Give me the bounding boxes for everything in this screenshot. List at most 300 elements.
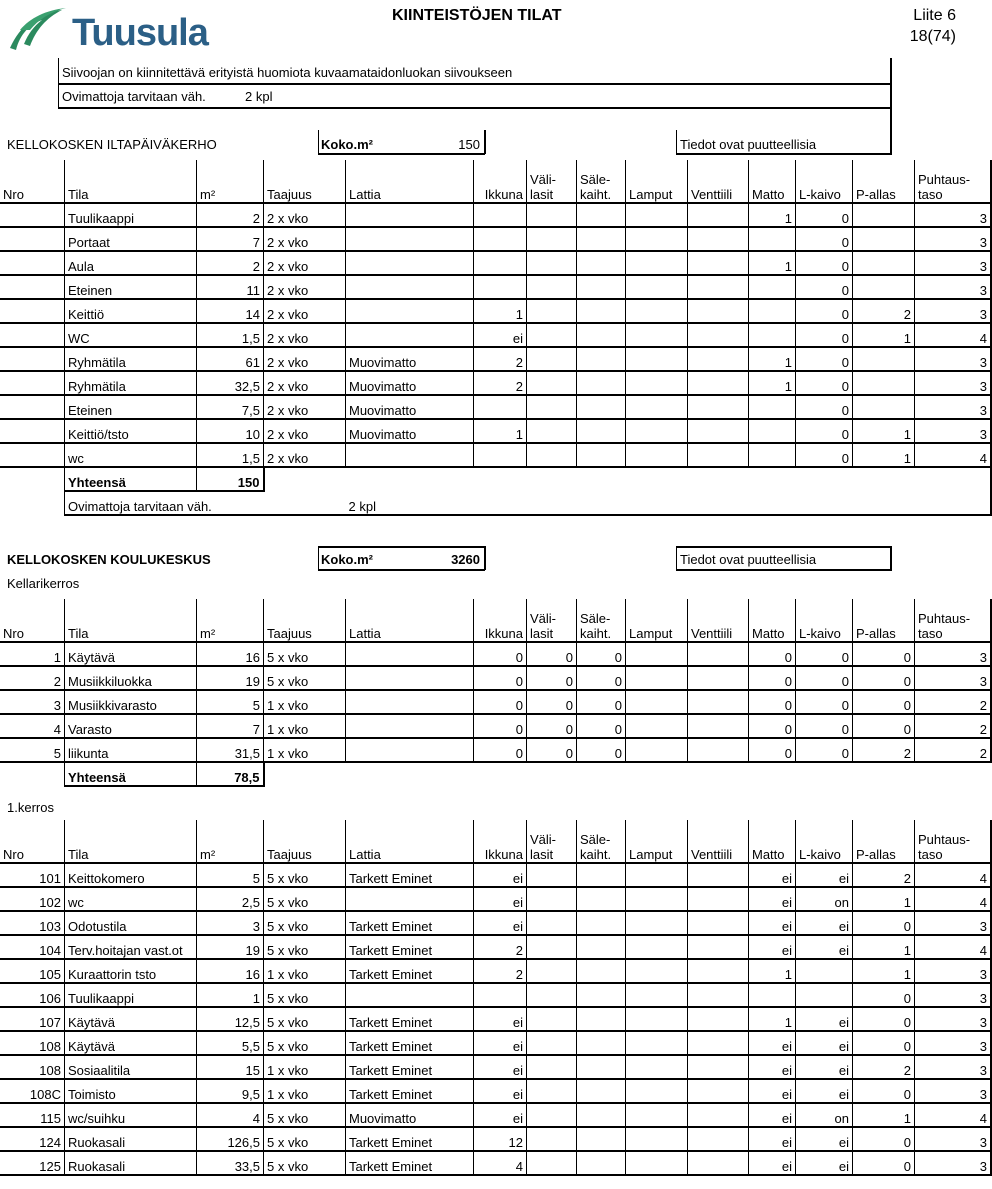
cell-venttiili [688, 863, 749, 887]
cell-puhtaustaso: 3 [915, 983, 992, 1007]
cell-m2: 5,5 [197, 1031, 264, 1055]
cell-valilasit [527, 1055, 577, 1079]
cell-lkaivo: 0 [796, 738, 853, 762]
cell-ikkuna: ei [474, 1079, 527, 1103]
cell-taajuus: 1 x vko [264, 690, 346, 714]
header-valilasit: Väli- lasit [527, 160, 577, 203]
cell-tila: Ryhmätila [65, 371, 197, 395]
cell-salekaiht [577, 863, 626, 887]
cell-lkaivo: 0 [796, 371, 853, 395]
cell-valilasit [527, 1103, 577, 1127]
cell-matto: ei [749, 863, 796, 887]
cell-taajuus: 1 x vko [264, 714, 346, 738]
header-m2: m² [197, 160, 264, 203]
cell-salekaiht [577, 911, 626, 935]
cell-salekaiht [577, 1007, 626, 1031]
cell-ikkuna: 0 [474, 690, 527, 714]
cell-ikkuna: 2 [474, 347, 527, 371]
tuusula-logo [6, 4, 238, 56]
table-row [0, 299, 991, 323]
cell-valilasit [527, 443, 577, 467]
cell-lkaivo: 0 [796, 323, 853, 347]
header-tila: Tila [65, 599, 197, 642]
cell-matto [749, 323, 796, 347]
cell-tila: Aula [65, 251, 197, 275]
header-valilasit: Väli- lasit [527, 820, 577, 863]
mats-row [0, 491, 991, 515]
cell-matto [749, 983, 796, 1007]
cell-lattia: Tarkett Eminet [346, 1055, 474, 1079]
total-label: Yhteensä [65, 467, 197, 491]
cell-salekaiht [577, 1031, 626, 1055]
cell-salekaiht [577, 1079, 626, 1103]
cell-pallas [853, 227, 915, 251]
cleaning-note: Siivoojan on kiinnitettävä erityistä huomiota kuvaamataidonluokan siivoukseen [62, 65, 513, 80]
cell-valilasit [527, 299, 577, 323]
cell-lkaivo: 0 [796, 227, 853, 251]
cell-nro [0, 443, 65, 467]
cell-ikkuna: 2 [474, 935, 527, 959]
cell-venttiili [688, 203, 749, 227]
cell-pallas: 2 [853, 863, 915, 887]
cell-m2: 7,5 [197, 395, 264, 419]
cell-ikkuna: 1 [474, 299, 527, 323]
cell-valilasit [527, 203, 577, 227]
cell-lamput [626, 419, 688, 443]
table-header-row [0, 160, 991, 203]
cell-valilasit [527, 419, 577, 443]
cell-lamput [626, 395, 688, 419]
cell-pallas: 1 [853, 1103, 915, 1127]
cell-valilasit [527, 227, 577, 251]
cell-salekaiht [577, 347, 626, 371]
rooms-table [0, 160, 992, 516]
cell-m2: 1 [197, 983, 264, 1007]
cell-m2: 7 [197, 227, 264, 251]
cell-venttiili [688, 371, 749, 395]
cell-taajuus: 5 x vko [264, 1103, 346, 1127]
table-row [0, 666, 991, 690]
header-matto: Matto [749, 820, 796, 863]
cell-puhtaustaso: 3 [915, 1127, 992, 1151]
cell-pallas: 0 [853, 666, 915, 690]
cell-m2: 61 [197, 347, 264, 371]
cell-venttiili [688, 959, 749, 983]
cell-lamput [626, 714, 688, 738]
cell-lattia [346, 666, 474, 690]
cell-tila: Ruokasali [65, 1127, 197, 1151]
cell-puhtaustaso: 3 [915, 395, 992, 419]
header-lkaivo: L-kaivo [796, 160, 853, 203]
cell-taajuus: 5 x vko [264, 863, 346, 887]
cell-pallas: 2 [853, 299, 915, 323]
cell-lamput [626, 911, 688, 935]
cell-m2: 5 [197, 863, 264, 887]
header-venttiili: Venttiili [688, 160, 749, 203]
cell-lkaivo: 0 [796, 443, 853, 467]
cell-pallas: 1 [853, 323, 915, 347]
section-title: KELLOKOSKEN KOULUKESKUS [7, 552, 211, 567]
cell-lamput [626, 935, 688, 959]
logo-text: Tuusula [72, 12, 208, 54]
cell-tila: Käytävä [65, 1031, 197, 1055]
cell-taajuus: 1 x vko [264, 959, 346, 983]
rooms-table-floor1 [0, 820, 992, 1176]
cell-ikkuna [474, 203, 527, 227]
cell-lattia [346, 690, 474, 714]
cell-tila: Portaat [65, 227, 197, 251]
cell-matto: 1 [749, 203, 796, 227]
table-row [0, 251, 991, 275]
cell-taajuus: 1 x vko [264, 1079, 346, 1103]
table-row [0, 1055, 991, 1079]
cell-venttiili [688, 1007, 749, 1031]
cell-tila: Ruokasali [65, 1151, 197, 1175]
table-header-row [0, 820, 991, 863]
table-row [0, 959, 991, 983]
cell-m2: 16 [197, 959, 264, 983]
cell-pallas [853, 275, 915, 299]
cell-pallas: 1 [853, 935, 915, 959]
cell-pallas: 0 [853, 1007, 915, 1031]
table-row [0, 863, 991, 887]
header-tila: Tila [65, 820, 197, 863]
cell-lamput [626, 227, 688, 251]
cell-puhtaustaso: 3 [915, 251, 992, 275]
cell-pallas: 0 [853, 1127, 915, 1151]
cell-lkaivo [796, 983, 853, 1007]
cell-valilasit [527, 1151, 577, 1175]
cell-puhtaustaso: 3 [915, 959, 992, 983]
cell-lkaivo: 0 [796, 251, 853, 275]
cell-ikkuna: ei [474, 887, 527, 911]
cell-lkaivo: ei [796, 863, 853, 887]
cell-lkaivo: ei [796, 1007, 853, 1031]
cell-tila: Tuulikaappi [65, 203, 197, 227]
cell-matto: 0 [749, 690, 796, 714]
cell-lkaivo: ei [796, 1127, 853, 1151]
cell-matto: 1 [749, 1007, 796, 1031]
cell-salekaiht [577, 323, 626, 347]
cell-venttiili [688, 666, 749, 690]
cell-valilasit [527, 863, 577, 887]
cell-lkaivo: ei [796, 935, 853, 959]
total-label: Yhteensä [65, 762, 197, 786]
table-row [0, 1007, 991, 1031]
cell-venttiili [688, 443, 749, 467]
cell-nro: 125 [0, 1151, 65, 1175]
cell-ikkuna: ei [474, 1055, 527, 1079]
cell-lkaivo: ei [796, 1079, 853, 1103]
header-ikkuna: Ikkuna [474, 599, 527, 642]
cell-nro [0, 347, 65, 371]
cell-m2: 15 [197, 1055, 264, 1079]
cell-tila: WC [65, 323, 197, 347]
cell-taajuus: 2 x vko [264, 443, 346, 467]
cell-nro: 107 [0, 1007, 65, 1031]
swoosh-icon [6, 4, 70, 56]
cell-valilasit [527, 371, 577, 395]
cell-venttiili [688, 251, 749, 275]
cell-m2: 1,5 [197, 443, 264, 467]
cell-venttiili [688, 911, 749, 935]
cell-tila: Keittiö/tsto [65, 419, 197, 443]
cell-pallas: 0 [853, 983, 915, 1007]
cell-lkaivo: 0 [796, 419, 853, 443]
cell-taajuus: 5 x vko [264, 642, 346, 666]
cell-nro [0, 371, 65, 395]
cell-taajuus: 2 x vko [264, 419, 346, 443]
cell-salekaiht [577, 419, 626, 443]
cell-taajuus: 5 x vko [264, 666, 346, 690]
table-row [0, 1079, 991, 1103]
cell-matto: ei [749, 887, 796, 911]
header-nro: Nro [0, 160, 65, 203]
cell-nro: 108 [0, 1055, 65, 1079]
cell-tila: liikunta [65, 738, 197, 762]
cell-puhtaustaso: 3 [915, 642, 992, 666]
cell-matto: ei [749, 911, 796, 935]
cell-lamput [626, 203, 688, 227]
floor-label: 1.kerros [7, 800, 54, 815]
cell-venttiili [688, 1103, 749, 1127]
table-row [0, 1127, 991, 1151]
table-row [0, 371, 991, 395]
cell-puhtaustaso: 3 [915, 1055, 992, 1079]
cell-salekaiht [577, 1055, 626, 1079]
cell-puhtaustaso: 3 [915, 299, 992, 323]
cell-matto: ei [749, 1151, 796, 1175]
header-taajuus: Taajuus [264, 599, 346, 642]
cell-tila: Musiikkiluokka [65, 666, 197, 690]
cell-taajuus: 5 x vko [264, 911, 346, 935]
cell-taajuus: 2 x vko [264, 251, 346, 275]
cell-ikkuna: 0 [474, 738, 527, 762]
cell-taajuus: 2 x vko [264, 323, 346, 347]
cell-tila: Toimisto [65, 1079, 197, 1103]
cell-m2: 10 [197, 419, 264, 443]
cell-nro: 124 [0, 1127, 65, 1151]
cell-lkaivo: 0 [796, 275, 853, 299]
cell-lattia [346, 251, 474, 275]
header-puhtaustaso: Puhtaus- taso [915, 599, 992, 642]
cell-salekaiht [577, 1127, 626, 1151]
cell-m2: 16 [197, 642, 264, 666]
cell-salekaiht [577, 983, 626, 1007]
cell-lattia: Tarkett Eminet [346, 863, 474, 887]
cell-venttiili [688, 1055, 749, 1079]
cell-m2: 19 [197, 935, 264, 959]
section-title: KELLOKOSKEN ILTAPÄIVÄKERHO [7, 137, 217, 152]
table-row [0, 1151, 991, 1175]
cell-ikkuna [474, 251, 527, 275]
cell-venttiili [688, 275, 749, 299]
info-note: Tiedot ovat puutteellisia [680, 137, 817, 152]
cell-valilasit [527, 959, 577, 983]
koko-value: 3260 [451, 552, 480, 567]
cell-puhtaustaso: 2 [915, 738, 992, 762]
cell-ikkuna: ei [474, 911, 527, 935]
cell-nro: 108C [0, 1079, 65, 1103]
cell-m2: 2,5 [197, 887, 264, 911]
cell-nro: 3 [0, 690, 65, 714]
table-row [0, 642, 991, 666]
cell-puhtaustaso: 2 [915, 714, 992, 738]
cell-lamput [626, 1127, 688, 1151]
koko-value: 150 [458, 137, 480, 152]
header-matto: Matto [749, 160, 796, 203]
cell-lamput [626, 983, 688, 1007]
cell-lkaivo: 0 [796, 714, 853, 738]
cell-pallas: 0 [853, 1079, 915, 1103]
floor-label: Kellarikerros [7, 576, 80, 591]
cell-salekaiht [577, 371, 626, 395]
cell-lamput [626, 251, 688, 275]
cell-ikkuna: ei [474, 863, 527, 887]
cell-lkaivo: 0 [796, 690, 853, 714]
cell-tila: Musiikkivarasto [65, 690, 197, 714]
cell-lattia: Muovimatto [346, 419, 474, 443]
cell-valilasit [527, 251, 577, 275]
header-taajuus: Taajuus [264, 160, 346, 203]
cell-lkaivo: 0 [796, 299, 853, 323]
total-value: 150 [197, 467, 264, 491]
cell-pallas: 0 [853, 642, 915, 666]
header-salekaiht: Säle- kaiht. [577, 160, 626, 203]
cell-valilasit [527, 395, 577, 419]
cell-valilasit [527, 1007, 577, 1031]
cell-lattia: Muovimatto [346, 395, 474, 419]
cell-lattia: Tarkett Eminet [346, 1031, 474, 1055]
cell-lkaivo: 0 [796, 347, 853, 371]
cell-salekaiht [577, 203, 626, 227]
header-venttiili: Venttiili [688, 599, 749, 642]
cell-ikkuna: 12 [474, 1127, 527, 1151]
cell-nro [0, 299, 65, 323]
header-lattia: Lattia [346, 820, 474, 863]
cell-matto: 0 [749, 642, 796, 666]
cell-nro: 2 [0, 666, 65, 690]
table-row [0, 738, 991, 762]
cell-lattia [346, 887, 474, 911]
cell-ikkuna: ei [474, 323, 527, 347]
cell-venttiili [688, 642, 749, 666]
cell-pallas: 2 [853, 1055, 915, 1079]
cell-nro [0, 395, 65, 419]
cell-puhtaustaso: 4 [915, 887, 992, 911]
cell-puhtaustaso: 4 [915, 443, 992, 467]
cell-m2: 126,5 [197, 1127, 264, 1151]
header-pallas: P-allas [853, 160, 915, 203]
cell-lamput [626, 887, 688, 911]
table-row [0, 714, 991, 738]
cell-puhtaustaso: 2 [915, 690, 992, 714]
cell-lattia: Tarkett Eminet [346, 1079, 474, 1103]
cell-lattia [346, 443, 474, 467]
cell-valilasit [527, 935, 577, 959]
cell-pallas [853, 395, 915, 419]
cell-taajuus: 5 x vko [264, 983, 346, 1007]
header-salekaiht: Säle- kaiht. [577, 820, 626, 863]
cell-ikkuna: 4 [474, 1151, 527, 1175]
cell-lkaivo: on [796, 1103, 853, 1127]
cell-puhtaustaso: 4 [915, 1103, 992, 1127]
cell-nro: 108 [0, 1031, 65, 1055]
header-lkaivo: L-kaivo [796, 599, 853, 642]
cell-pallas [853, 251, 915, 275]
table-row [0, 690, 991, 714]
cell-salekaiht: 0 [577, 642, 626, 666]
header-nro: Nro [0, 599, 65, 642]
cell-puhtaustaso: 3 [915, 1079, 992, 1103]
cell-puhtaustaso: 3 [915, 1007, 992, 1031]
cell-salekaiht [577, 395, 626, 419]
cell-ikkuna [474, 443, 527, 467]
cell-matto [749, 275, 796, 299]
cell-lamput [626, 959, 688, 983]
cell-venttiili [688, 690, 749, 714]
table-row [0, 227, 991, 251]
cell-puhtaustaso: 3 [915, 666, 992, 690]
cell-venttiili [688, 1031, 749, 1055]
table-row [0, 911, 991, 935]
cell-m2: 2 [197, 251, 264, 275]
cell-lattia [346, 642, 474, 666]
cell-tila: Terv.hoitajan vast.ot [65, 935, 197, 959]
cell-valilasit [527, 347, 577, 371]
cell-nro [0, 275, 65, 299]
cell-ikkuna: ei [474, 1031, 527, 1055]
table-row [0, 323, 991, 347]
cell-salekaiht [577, 251, 626, 275]
cell-taajuus: 5 x vko [264, 887, 346, 911]
cell-nro [0, 203, 65, 227]
header-nro: Nro [0, 820, 65, 863]
cell-tila: Tuulikaappi [65, 983, 197, 1007]
cell-pallas: 0 [853, 1151, 915, 1175]
header-puhtaustaso: Puhtaus- taso [915, 160, 992, 203]
cell-lattia [346, 299, 474, 323]
cell-m2: 7 [197, 714, 264, 738]
cell-lamput [626, 443, 688, 467]
cell-venttiili [688, 1079, 749, 1103]
cell-tila: Sosiaalitila [65, 1055, 197, 1079]
cell-matto: ei [749, 1079, 796, 1103]
header-lamput: Lamput [626, 820, 688, 863]
cell-tila: Eteinen [65, 395, 197, 419]
cell-matto: ei [749, 1055, 796, 1079]
cell-ikkuna: 1 [474, 419, 527, 443]
cell-matto: 1 [749, 371, 796, 395]
cell-ikkuna [474, 395, 527, 419]
cell-salekaiht: 0 [577, 666, 626, 690]
cell-lkaivo [796, 959, 853, 983]
cell-nro: 105 [0, 959, 65, 983]
cell-lkaivo: 0 [796, 203, 853, 227]
cell-venttiili [688, 1127, 749, 1151]
cell-lkaivo: ei [796, 1055, 853, 1079]
cell-venttiili [688, 983, 749, 1007]
header-valilasit: Väli- lasit [527, 599, 577, 642]
cell-lattia: Tarkett Eminet [346, 1007, 474, 1031]
cell-salekaiht [577, 1151, 626, 1175]
cell-venttiili [688, 935, 749, 959]
cell-lamput [626, 1055, 688, 1079]
header-pallas: P-allas [853, 599, 915, 642]
cell-lamput [626, 1079, 688, 1103]
cell-valilasit [527, 911, 577, 935]
cell-lamput [626, 299, 688, 323]
